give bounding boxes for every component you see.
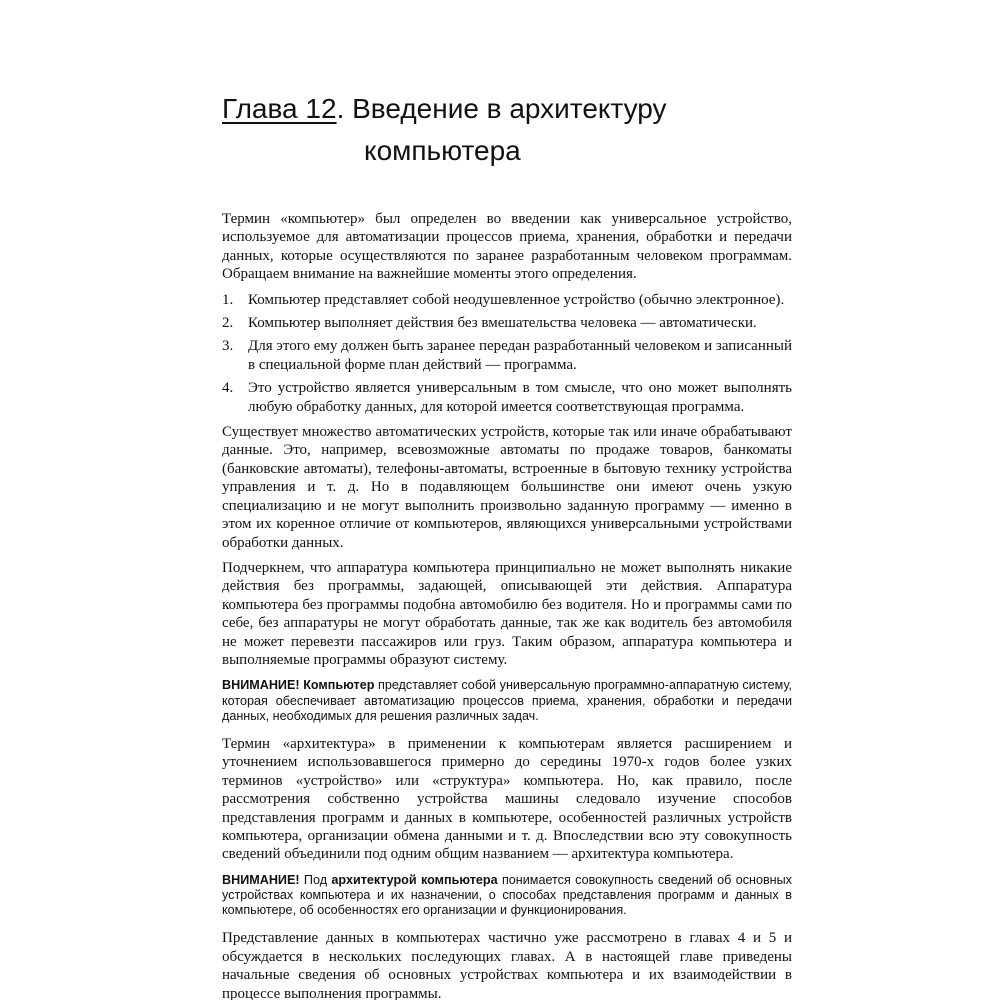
- attention-term: архитектурой компьютера: [331, 872, 498, 887]
- list-item-number: 4.: [222, 380, 234, 397]
- page-content: [222, 88, 792, 1000]
- paragraph-hardware-software: Подчеркнем, что аппаратура компьютера принципиально не может выполнять никакие действия без программы, задающей, описывающей эти действия. Аппаратура компьютера без программы подобна автомобилю без водителя. Но и программы сами по себе, без аппаратуры не могут обработать данные, так же как водитель без автомобиля не может перевезти пассажиров или груз. Таким образом, аппаратура компьютера и выполняемые программы образуют систему.: [222, 559, 792, 668]
- list-item-text: Компьютер представляет собой неодушевленное устройство (обычно электронное).: [248, 291, 785, 308]
- paragraph-architecture-term: Термин «архитектура» в применении к компьютерам является расширением и уточнением использовавшегося примерно до середины 1970-х годов более узких терминов «устройство» или «структура» компьютера. Но, как правило, после рассмотрения собственно устройства машины следовало изучение способов представления программ и данных в компьютере, особенностей различных устройств компьютера, организации обмена данными и т. д. Впоследствии всю эту совокупность сведений объединили под одним общим названием — архитектура компьютера.: [222, 735, 792, 863]
- numbered-list: [222, 291, 792, 416]
- attention-text: понимается совокупность сведений об основных устройствах компьютера и их назначении, о способах представления программ и данных в компьютере, об особенностях его организации и функционирования.: [222, 872, 792, 918]
- attention-label: ВНИМАНИЕ!: [222, 872, 300, 887]
- paragraph-automatic-devices: Существует множество автоматических устройств, которые так или иначе обрабатывают данные. Это, например, всевозможные автоматы по продаже товаров, банкоматы (банковские автоматы), телефоны-автоматы, встроенные в бытовую технику устройства управления и т. д. Но в подавляющем большинстве они имеют очень узкую специализацию и не могут выполнить произвольно заданную программу — именно в этом их коренное отличие от компьютеров, являющихся универсальными устройствами обработки данных.: [222, 424, 792, 551]
- list-item: [222, 379, 792, 416]
- attention-label: ВНИМАНИЕ!: [222, 678, 300, 693]
- chapter-title: [222, 88, 792, 172]
- attention-note-computer: [222, 678, 792, 724]
- chapter-title-line2: компьютера: [364, 135, 521, 166]
- attention-text: представляет собой универсальную программно-аппаратную систему, которая обеспечивает автоматизацию процессов приема, хранения, обработки и передачи данных, необходимых для решения различных задач.: [222, 678, 793, 723]
- chapter-title-line1: [222, 88, 792, 130]
- list-item-text: Для этого ему должен быть заранее передан разработанный человеком и записанный в специальной форме план действий — программа.: [248, 338, 792, 373]
- paragraph-intro: Термин «компьютер» был определен во введении как универсальное устройство, используемое для автоматизации процессов приема, хранения, обработки и передачи данных, которые осуществляются по заранее разработанным человеком программам. Обращаем внимание на важнейшие моменты этого определения.: [222, 211, 792, 283]
- list-item: [222, 337, 792, 374]
- list-item-text: Это устройство является универсальным в том смысле, что оно может выполнять любую обработку данных, для которой имеется соответствующая программа.: [248, 380, 792, 415]
- attention-pre-text: Под: [299, 872, 332, 887]
- attention-term: Компьютер: [303, 678, 375, 693]
- attention-note-architecture: [222, 873, 792, 919]
- list-item-number: 1.: [222, 291, 234, 308]
- paragraph-closing: Представление данных в компьютерах частично уже рассмотрено в главах 4 и 5 и обсуждается в нескольких последующих главах. А в настоящей главе приведены начальные сведения об основных устройствах компьютера и их взаимодействии в процессе выполнения программы.: [222, 930, 792, 1000]
- list-item-number: 2.: [222, 315, 234, 332]
- list-item: [222, 314, 792, 332]
- list-item: [222, 291, 792, 309]
- list-item-number: 3.: [222, 338, 234, 355]
- chapter-number: Глава 12: [222, 93, 337, 124]
- chapter-title-rest: . Введение в архитектуру: [336, 93, 667, 124]
- list-item-text: Компьютер выполняет действия без вмешательства человека — автоматически.: [248, 315, 757, 332]
